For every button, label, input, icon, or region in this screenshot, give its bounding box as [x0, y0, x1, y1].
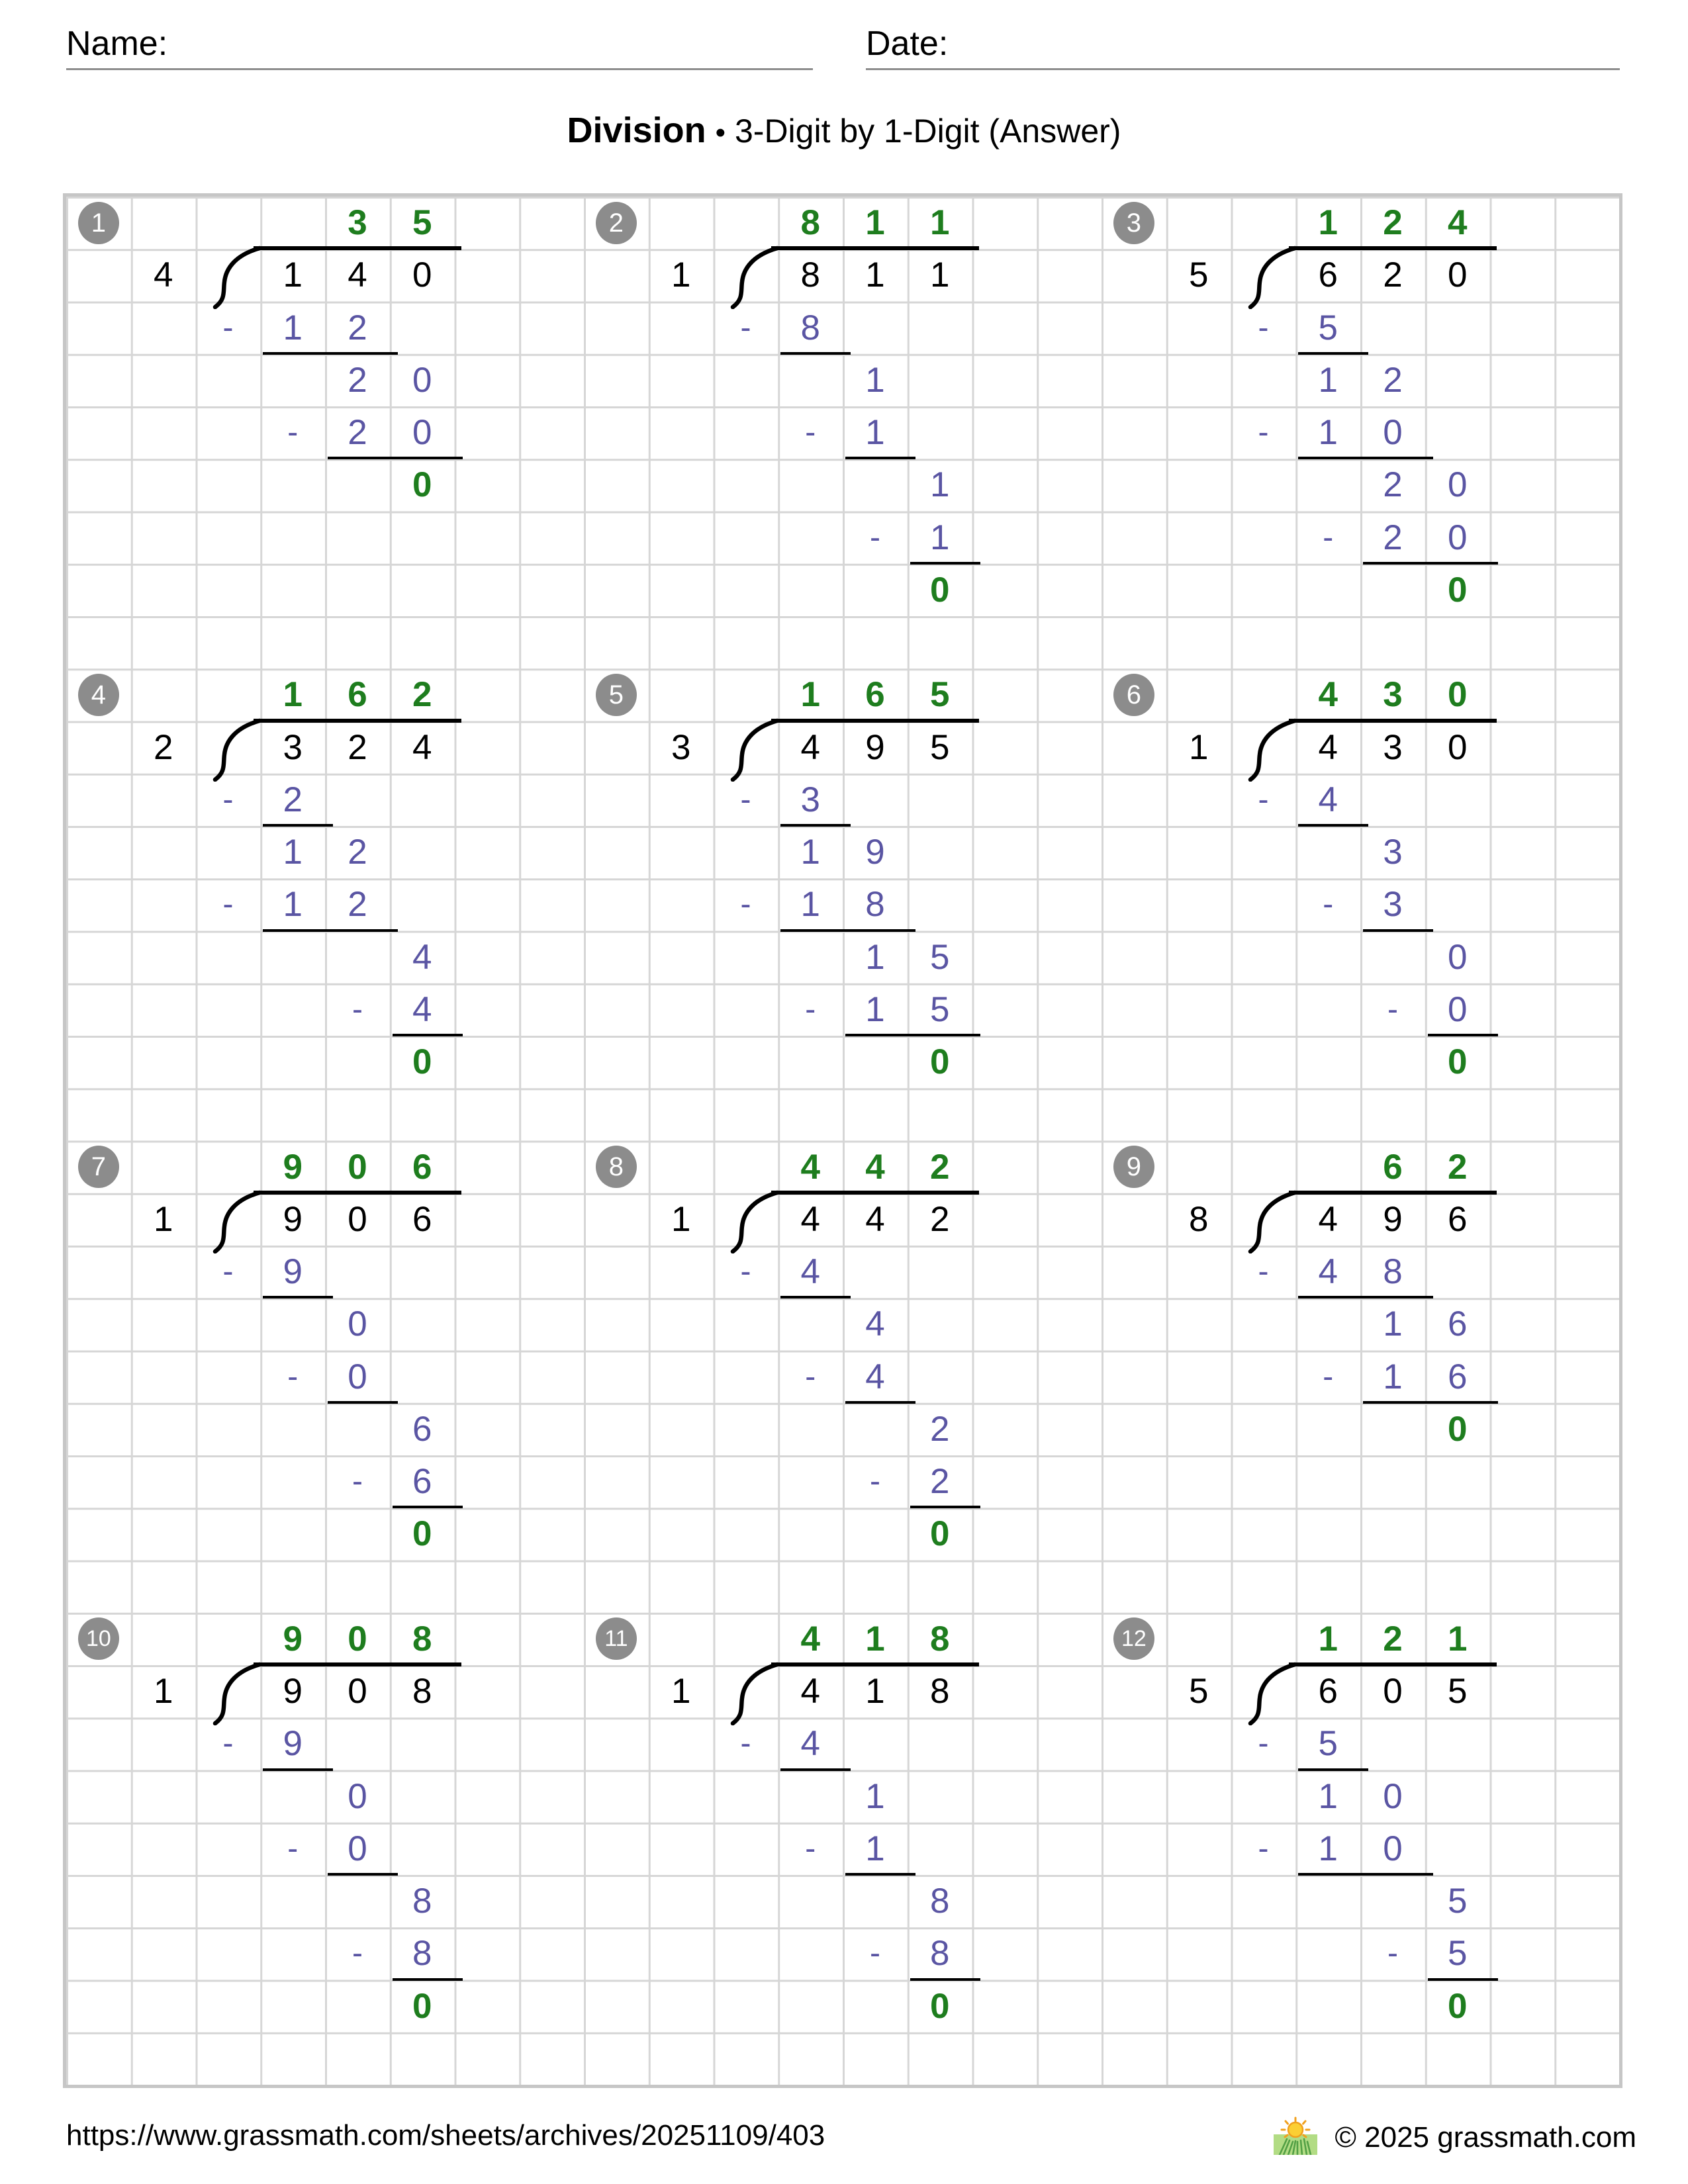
problem-badge: 3	[1113, 202, 1154, 244]
work-digit: 1	[800, 833, 820, 872]
remainder-digit: 0	[1448, 570, 1468, 610]
minus-sign: -	[1258, 782, 1269, 817]
dividend-digit: 0	[348, 1672, 367, 1711]
work-digit: 4	[800, 1724, 820, 1764]
quotient-digit: 1	[865, 1619, 885, 1659]
divisor-digit: 1	[1189, 727, 1209, 767]
problem-badge: 12	[1113, 1617, 1154, 1660]
minus-sign: -	[222, 1726, 234, 1762]
quotient-digit: 0	[348, 1619, 367, 1659]
minus-sign: -	[870, 1936, 880, 1972]
minus-sign: -	[222, 782, 234, 817]
problem-badge: 10	[78, 1617, 119, 1660]
subtraction-line	[1363, 929, 1433, 932]
minus-sign: -	[352, 991, 363, 1027]
problem-badge: 6	[1113, 674, 1154, 716]
quotient-digit: 6	[348, 675, 367, 715]
dividend-digit: 2	[1383, 255, 1403, 295]
dividend-digit: 6	[412, 1199, 432, 1239]
quotient-digit: 0	[1448, 675, 1468, 715]
work-digit: 9	[283, 1724, 303, 1764]
quotient-digit: 6	[865, 675, 885, 715]
date-label: Date:	[866, 24, 949, 63]
dividend-digit: 8	[800, 255, 820, 295]
subtraction-line	[263, 929, 398, 932]
dividend-digit: 6	[1448, 1199, 1468, 1239]
dividend-digit: 3	[1383, 727, 1403, 767]
work-digit: 1	[1318, 1776, 1338, 1816]
dividend-digit: 2	[348, 727, 367, 767]
quotient-digit: 8	[800, 203, 820, 242]
work-digit: 1	[865, 1829, 885, 1868]
work-digit: 8	[412, 1882, 432, 1921]
minus-sign: -	[1258, 1831, 1269, 1866]
work-digit: 5	[1318, 308, 1338, 347]
remainder-digit: 0	[930, 1986, 950, 2026]
work-digit: 1	[283, 885, 303, 925]
work-digit: 2	[348, 413, 367, 452]
minus-sign: -	[740, 310, 751, 345]
name-field-line	[66, 68, 813, 70]
dividend-digit: 8	[930, 1672, 950, 1711]
dividend-digit: 4	[348, 255, 367, 295]
work-digit: 0	[1383, 413, 1403, 452]
work-digit: 4	[1318, 1252, 1338, 1291]
work-digit: 0	[348, 1304, 367, 1344]
work-digit: 8	[412, 1934, 432, 1974]
work-digit: 4	[412, 937, 432, 977]
work-digit: 1	[1383, 1357, 1403, 1396]
remainder-digit: 0	[930, 1514, 950, 1554]
dividend-digit: 6	[1318, 255, 1338, 295]
minus-sign: -	[740, 1726, 751, 1762]
work-digit: 8	[930, 1882, 950, 1921]
minus-sign: -	[1323, 520, 1334, 555]
subtraction-line	[263, 1768, 333, 1771]
quotient-digit: 4	[1448, 203, 1468, 242]
minus-sign: -	[870, 520, 880, 555]
work-digit: 1	[865, 1776, 885, 1816]
dividend-digit: 4	[800, 1199, 820, 1239]
work-digit: 0	[348, 1357, 367, 1396]
quotient-digit: 2	[1448, 1147, 1468, 1187]
work-digit: 2	[1383, 360, 1403, 400]
quotient-digit: 1	[800, 675, 820, 715]
work-digit: 0	[1448, 518, 1468, 557]
subtraction-line	[845, 457, 915, 459]
work-digit: 3	[1383, 833, 1403, 872]
work-digit: 6	[1448, 1304, 1468, 1344]
title-subtitle: 3-Digit by 1-Digit (Answer)	[734, 113, 1121, 150]
dividend-digit: 5	[1448, 1672, 1468, 1711]
work-digit: 2	[1383, 465, 1403, 505]
quotient-digit: 4	[1318, 675, 1338, 715]
divisor-digit: 1	[671, 1199, 691, 1239]
page-title	[0, 110, 1688, 151]
subtraction-line	[780, 352, 851, 355]
work-digit: 5	[930, 989, 950, 1029]
subtraction-line	[845, 1401, 915, 1404]
problem-badge: 7	[78, 1146, 119, 1188]
quotient-digit: 2	[930, 1147, 950, 1187]
work-digit: 8	[930, 1934, 950, 1974]
work-digit: 2	[930, 1462, 950, 1501]
subtraction-line	[328, 1401, 398, 1404]
minus-sign: -	[1323, 1359, 1334, 1394]
quotient-digit: 2	[1383, 1619, 1403, 1659]
work-digit: 1	[930, 518, 950, 557]
work-digit: 6	[412, 1462, 432, 1501]
quotient-digit: 4	[800, 1147, 820, 1187]
work-digit: 8	[865, 885, 885, 925]
remainder-digit: 0	[412, 1042, 432, 1081]
dividend-digit: 0	[348, 1199, 367, 1239]
work-digit: 0	[1448, 989, 1468, 1029]
subtraction-line	[780, 1296, 851, 1298]
name-label: Name:	[66, 24, 168, 63]
quotient-digit: 3	[1383, 675, 1403, 715]
footer-copyright: © 2025 grassmath.com	[1335, 2120, 1636, 2154]
work-digit: 2	[930, 1409, 950, 1449]
work-digit: 1	[865, 989, 885, 1029]
quotient-digit: 2	[1383, 203, 1403, 242]
title-bullet: •	[715, 116, 726, 149]
dividend-digit: 1	[865, 255, 885, 295]
minus-sign: -	[287, 1359, 299, 1394]
minus-sign: -	[740, 782, 751, 817]
quotient-digit: 1	[1448, 1619, 1468, 1659]
dividend-digit: 3	[283, 727, 303, 767]
minus-sign: -	[805, 991, 816, 1027]
minus-sign: -	[1323, 887, 1334, 923]
work-digit: 4	[1318, 780, 1338, 819]
minus-sign: -	[805, 1831, 816, 1866]
work-digit: 1	[865, 413, 885, 452]
dividend-digit: 0	[1448, 727, 1468, 767]
dividend-digit: 9	[1383, 1199, 1403, 1239]
divisor-digit: 4	[154, 255, 173, 295]
quotient-digit: 4	[800, 1619, 820, 1659]
quotient-digit: 6	[1383, 1147, 1403, 1187]
work-digit: 0	[1383, 1776, 1403, 1816]
work-digit: 0	[412, 360, 432, 400]
work-digit: 2	[348, 885, 367, 925]
work-digit: 0	[1383, 1829, 1403, 1868]
dividend-digit: 9	[283, 1672, 303, 1711]
dividend-digit: 6	[1318, 1672, 1338, 1711]
minus-sign: -	[1387, 1936, 1398, 1972]
divisor-digit: 1	[154, 1199, 173, 1239]
dividend-digit: 5	[930, 727, 950, 767]
dividend-digit: 0	[1383, 1672, 1403, 1711]
subtraction-line	[1298, 1873, 1433, 1876]
remainder-digit: 0	[1448, 1409, 1468, 1449]
work-digit: 4	[865, 1357, 885, 1396]
minus-sign: -	[740, 887, 751, 923]
problem-badge: 5	[596, 674, 637, 716]
work-digit: 5	[1318, 1724, 1338, 1764]
quotient-digit: 1	[930, 203, 950, 242]
divisor-digit: 3	[671, 727, 691, 767]
problem-badge: 4	[78, 674, 119, 716]
work-digit: 0	[412, 413, 432, 452]
work-digit: 3	[800, 780, 820, 819]
work-digit: 2	[283, 780, 303, 819]
remainder-digit: 0	[412, 1986, 432, 2026]
divisor-digit: 2	[154, 727, 173, 767]
quotient-digit: 1	[283, 675, 303, 715]
minus-sign: -	[287, 1831, 299, 1866]
minus-sign: -	[287, 415, 299, 450]
quotient-digit: 8	[412, 1619, 432, 1659]
worksheet-grid	[66, 197, 1619, 2085]
work-digit: 1	[283, 833, 303, 872]
problem-badge: 8	[596, 1146, 637, 1188]
minus-sign: -	[1258, 310, 1269, 345]
title-main: Division	[567, 111, 706, 150]
minus-sign: -	[352, 1464, 363, 1499]
subtraction-line	[328, 1873, 398, 1876]
dividend-digit: 0	[412, 255, 432, 295]
dividend-digit: 0	[1448, 255, 1468, 295]
work-digit: 2	[1383, 518, 1403, 557]
quotient-digit: 2	[412, 675, 432, 715]
minus-sign: -	[805, 415, 816, 450]
remainder-digit: 0	[1448, 1986, 1468, 2026]
work-digit: 4	[412, 989, 432, 1029]
divisor-digit: 8	[1189, 1199, 1209, 1239]
dividend-digit: 4	[865, 1199, 885, 1239]
work-digit: 2	[348, 308, 367, 347]
work-digit: 0	[348, 1776, 367, 1816]
quotient-digit: 1	[865, 203, 885, 242]
quotient-digit: 6	[412, 1147, 432, 1187]
work-digit: 1	[865, 937, 885, 977]
quotient-digit: 8	[930, 1619, 950, 1659]
quotient-digit: 9	[283, 1619, 303, 1659]
work-digit: 4	[800, 1252, 820, 1291]
divisor-digit: 1	[671, 255, 691, 295]
minus-sign: -	[1258, 415, 1269, 450]
problem-badge: 11	[596, 1617, 637, 1660]
remainder-digit: 0	[412, 1514, 432, 1554]
problem-badge: 1	[78, 202, 119, 244]
work-digit: 2	[348, 360, 367, 400]
dividend-digit: 9	[865, 727, 885, 767]
minus-sign: -	[1258, 1254, 1269, 1289]
remainder-digit: 0	[1448, 1042, 1468, 1081]
work-digit: 1	[283, 308, 303, 347]
divisor-digit: 1	[671, 1672, 691, 1711]
work-digit: 5	[1448, 1934, 1468, 1974]
dividend-digit: 1	[865, 1672, 885, 1711]
minus-sign: -	[805, 1359, 816, 1394]
work-digit: 0	[1448, 465, 1468, 505]
quotient-digit: 9	[283, 1147, 303, 1187]
minus-sign: -	[870, 1464, 880, 1499]
minus-sign: -	[740, 1254, 751, 1289]
quotient-digit: 1	[1318, 203, 1338, 242]
divisor-digit: 5	[1189, 255, 1209, 295]
date-field-line	[866, 68, 1620, 70]
dividend-digit: 4	[800, 727, 820, 767]
work-digit: 1	[1318, 360, 1338, 400]
subtraction-line	[1298, 824, 1368, 827]
work-digit: 0	[348, 1829, 367, 1868]
work-digit: 6	[412, 1409, 432, 1449]
quotient-digit: 4	[865, 1147, 885, 1187]
footer-branding	[1274, 2116, 1636, 2158]
divisor-digit: 1	[154, 1672, 173, 1711]
work-digit: 1	[865, 360, 885, 400]
subtraction-line	[263, 1296, 333, 1298]
quotient-digit: 5	[412, 203, 432, 242]
minus-sign: -	[352, 1936, 363, 1972]
problem-badge: 9	[1113, 1146, 1154, 1188]
minus-sign: -	[1387, 991, 1398, 1027]
quotient-digit: 3	[348, 203, 367, 242]
quotient-digit: 1	[1318, 1619, 1338, 1659]
quotient-digit: 5	[930, 675, 950, 715]
divisor-digit: 5	[1189, 1672, 1209, 1711]
minus-sign: -	[222, 310, 234, 345]
work-digit: 1	[800, 885, 820, 925]
dividend-digit: 4	[800, 1672, 820, 1711]
work-digit: 5	[1448, 1882, 1468, 1921]
work-digit: 6	[1448, 1357, 1468, 1396]
work-digit: 8	[1383, 1252, 1403, 1291]
problem-badge: 2	[596, 202, 637, 244]
dividend-digit: 4	[1318, 727, 1338, 767]
dividend-digit: 1	[930, 255, 950, 295]
sun-over-grass-icon	[1274, 2116, 1317, 2158]
dividend-digit: 2	[930, 1199, 950, 1239]
dividend-digit: 1	[283, 255, 303, 295]
work-digit: 8	[800, 308, 820, 347]
dividend-digit: 8	[412, 1672, 432, 1711]
subtraction-line	[780, 1768, 851, 1771]
work-digit: 1	[1383, 1304, 1403, 1344]
quotient-digit: 0	[348, 1147, 367, 1187]
minus-sign: -	[222, 1254, 234, 1289]
remainder-digit: 0	[930, 1042, 950, 1081]
minus-sign: -	[1258, 1726, 1269, 1762]
subtraction-line	[845, 1873, 915, 1876]
remainder-digit: 0	[412, 465, 432, 505]
work-digit: 3	[1383, 885, 1403, 925]
footer-url: https://www.grassmath.com/sheets/archives/20251109/403	[66, 2119, 825, 2152]
remainder-digit: 0	[930, 570, 950, 610]
dividend-digit: 9	[283, 1199, 303, 1239]
work-digit: 1	[1318, 1829, 1338, 1868]
work-digit: 1	[1318, 413, 1338, 452]
work-digit: 1	[930, 465, 950, 505]
work-digit: 5	[930, 937, 950, 977]
dividend-digit: 4	[412, 727, 432, 767]
work-digit: 9	[283, 1252, 303, 1291]
work-digit: 4	[865, 1304, 885, 1344]
work-digit: 9	[865, 833, 885, 872]
work-digit: 2	[348, 833, 367, 872]
work-digit: 0	[1448, 937, 1468, 977]
dividend-digit: 4	[1318, 1199, 1338, 1239]
minus-sign: -	[222, 887, 234, 923]
